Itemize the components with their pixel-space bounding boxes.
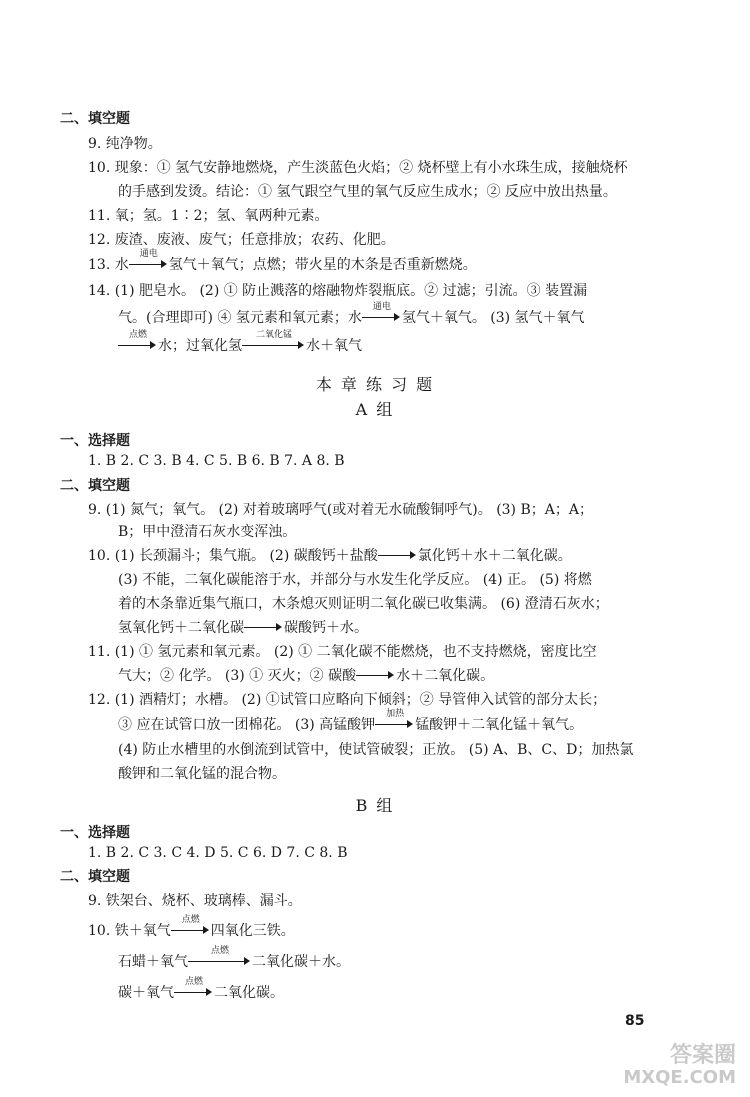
chapter-exercise-title: 本 章 练 习 题 — [315, 375, 435, 394]
q10-line1-part1: 10. (1) 长颈漏斗；集气瓶。 (2) 碳酸钙＋盐酸 — [88, 548, 378, 564]
group-a-q10-line3: 着的木条靠近集气瓶口，木条熄灭则证明二氧化碳已收集满。 (6) 澄清石灰水； — [118, 596, 609, 612]
watermark-logo-text: 答案圈 — [669, 1043, 736, 1069]
group-a-q10-line2: (3) 不能，二氧化碳能溶于水，并部分与水发生化学反应。 (4) 正。 (5) 将燃 — [118, 572, 592, 588]
group-b-choice-heading: 一、选择题 — [60, 825, 130, 841]
answer-q12: 12. 废渣、废液、废气；任意排放；农药、化肥。 — [88, 232, 395, 248]
answer-q11: 11. 氧；氢。1∶2；氢、氧两种元素。 — [88, 208, 329, 224]
reaction-arrow — [375, 709, 415, 732]
reaction-arrow — [129, 249, 169, 272]
group-a-q11-line1: 11. (1) ① 氢元素和氧元素。 (2) ① 二氧化碳不能燃烧，也不支持燃烧，密度比空 — [88, 644, 597, 660]
reaction-arrow — [174, 977, 214, 1000]
q11-line2-part1: 气大；② 化学。 (3) ① 灭火；② 碳酸 — [118, 668, 357, 684]
reaction-condition: 二氧化锰 — [255, 330, 292, 340]
answer-q14-line2 — [118, 302, 585, 327]
q13-reactant: 13. 水 — [88, 257, 129, 273]
q13-products: 氢气＋氧气；点燃；带火星的木条是否重新燃烧。 — [168, 257, 477, 273]
q12-line2-part1: ③ 应在试管口放一团棉花。 (3) 高锰酸钾 — [118, 717, 376, 733]
reaction-arrow — [362, 302, 402, 325]
group-a-q12-line2 — [118, 709, 584, 734]
reaction-arrow — [118, 330, 158, 353]
section-fill-blank-heading: 二、填空题 — [60, 111, 130, 127]
q12-line2-part2: 锰酸钾＋二氧化锰＋氧气。 — [415, 717, 584, 733]
page-number: 85 — [625, 1013, 645, 1029]
q11-line2-part2: 水＋二氧化碳。 — [396, 668, 495, 684]
group-a-q10-line4 — [118, 617, 368, 637]
q14-line2-part1: 气。(合理即可) ④ 氢元素和氧元素；水 — [118, 310, 362, 326]
reaction-condition: 点燃 — [184, 977, 203, 987]
watermark-url: MXQE.COM — [623, 1067, 736, 1089]
q10-line4-part1: 氢氧化钙＋二氧化碳 — [118, 620, 244, 636]
answer-q13 — [88, 249, 477, 274]
q10-line1-part2: 氯化钙＋水＋二氧化碳。 — [417, 548, 572, 564]
reaction-arrow — [356, 669, 396, 683]
b-q10-line2-part2: 二氧化碳＋水。 — [252, 954, 350, 970]
q14-line3-part1: 水；过氧化氢 — [158, 338, 242, 354]
group-a-heading: A 组 — [355, 400, 395, 419]
group-b-q9: 9. 铁架台、烧杯、玻璃棒、漏斗。 — [88, 893, 302, 909]
reaction-condition: 通电 — [139, 249, 158, 259]
q14-line3-part2: 水＋氧气 — [306, 338, 362, 354]
group-a-fill-heading: 二、填空题 — [60, 478, 130, 494]
group-a-q12-line4: 酸钾和二氧化锰的混合物。 — [118, 766, 286, 782]
group-b-heading: B 组 — [355, 796, 395, 815]
group-a-q10-line1 — [88, 545, 572, 565]
reaction-arrow — [188, 946, 252, 969]
b-q10-line2-part1: 石蜡＋氧气 — [118, 954, 188, 970]
answer-q14-line1: 14. (1) 肥皂水。 (2) ① 防止溅落的熔融物炸裂瓶底。② 过滤；引流。③ 装置漏 — [88, 283, 588, 299]
group-a-q9-line2: B；甲中澄清石灰水变浑浊。 — [118, 524, 297, 540]
group-b-fill-heading: 二、填空题 — [60, 869, 130, 885]
group-a-q12-line3: (4) 防止水槽里的水倒流到试管中，使试管破裂；正放。 (5) A、B、C、D；加热氯 — [118, 742, 634, 758]
group-b-q10-line1 — [88, 915, 295, 940]
reaction-arrow — [171, 915, 211, 938]
reaction-condition: 点燃 — [210, 946, 229, 956]
site-watermark — [623, 1043, 736, 1089]
group-a-choice-heading: 一、选择题 — [60, 433, 130, 449]
reaction-arrow — [244, 621, 284, 635]
q10-line4-part2: 碳酸钙＋水。 — [284, 620, 368, 636]
b-q10-line3-part2: 二氧化碳。 — [214, 985, 284, 1001]
b-q10-line1-part1: 10. 铁＋氧气 — [88, 923, 171, 939]
answer-q9: 9. 纯净物。 — [88, 136, 162, 152]
answer-q10-line2: 的手感到发烫。结论：① 氢气跟空气里的氧气反应生成水；② 反应中放出热量。 — [118, 184, 617, 200]
b-q10-line1-part2: 四氧化三铁。 — [210, 923, 295, 939]
reaction-condition: 加热 — [386, 709, 405, 719]
reaction-condition: 通电 — [372, 302, 391, 312]
group-a-q12-line1: 12. (1) 酒精灯；水槽。 (2) ①试管口应略向下倾斜；② 导管伸入试管的部分太长； — [88, 692, 607, 708]
group-b-choice-answers: 1. B 2. C 3. C 4. D 5. C 6. D 7. C 8. B — [88, 845, 348, 861]
reaction-condition: 点燃 — [128, 330, 147, 340]
group-a-q9-line1: 9. (1) 氮气；氧气。 (2) 对着玻璃呼气(或对着无水硫酸铜呼气)。 (3) B；A；A； — [88, 502, 593, 518]
group-a-q11-line2 — [118, 665, 494, 685]
answer-q14-line3 — [118, 330, 362, 355]
reaction-arrow — [242, 330, 306, 353]
group-b-q10-line2 — [118, 946, 350, 971]
b-q10-line3-part1: 碳＋氧气 — [118, 985, 174, 1001]
reaction-condition: 点燃 — [181, 915, 200, 925]
group-b-q10-line3 — [118, 977, 284, 1002]
group-a-choice-answers: 1. B 2. C 3. B 4. C 5. B 6. B 7. A 8. B — [88, 453, 345, 469]
answer-q10-line1: 10. 现象：① 氢气安静地燃烧，产生淡蓝色火焰；② 烧杯壁上有小水珠生成，接触烧杯 — [88, 160, 628, 176]
reaction-arrow — [378, 549, 418, 563]
q14-line2-part2: 氢气＋氧气。 (3) 氢气＋氧气 — [401, 310, 585, 326]
